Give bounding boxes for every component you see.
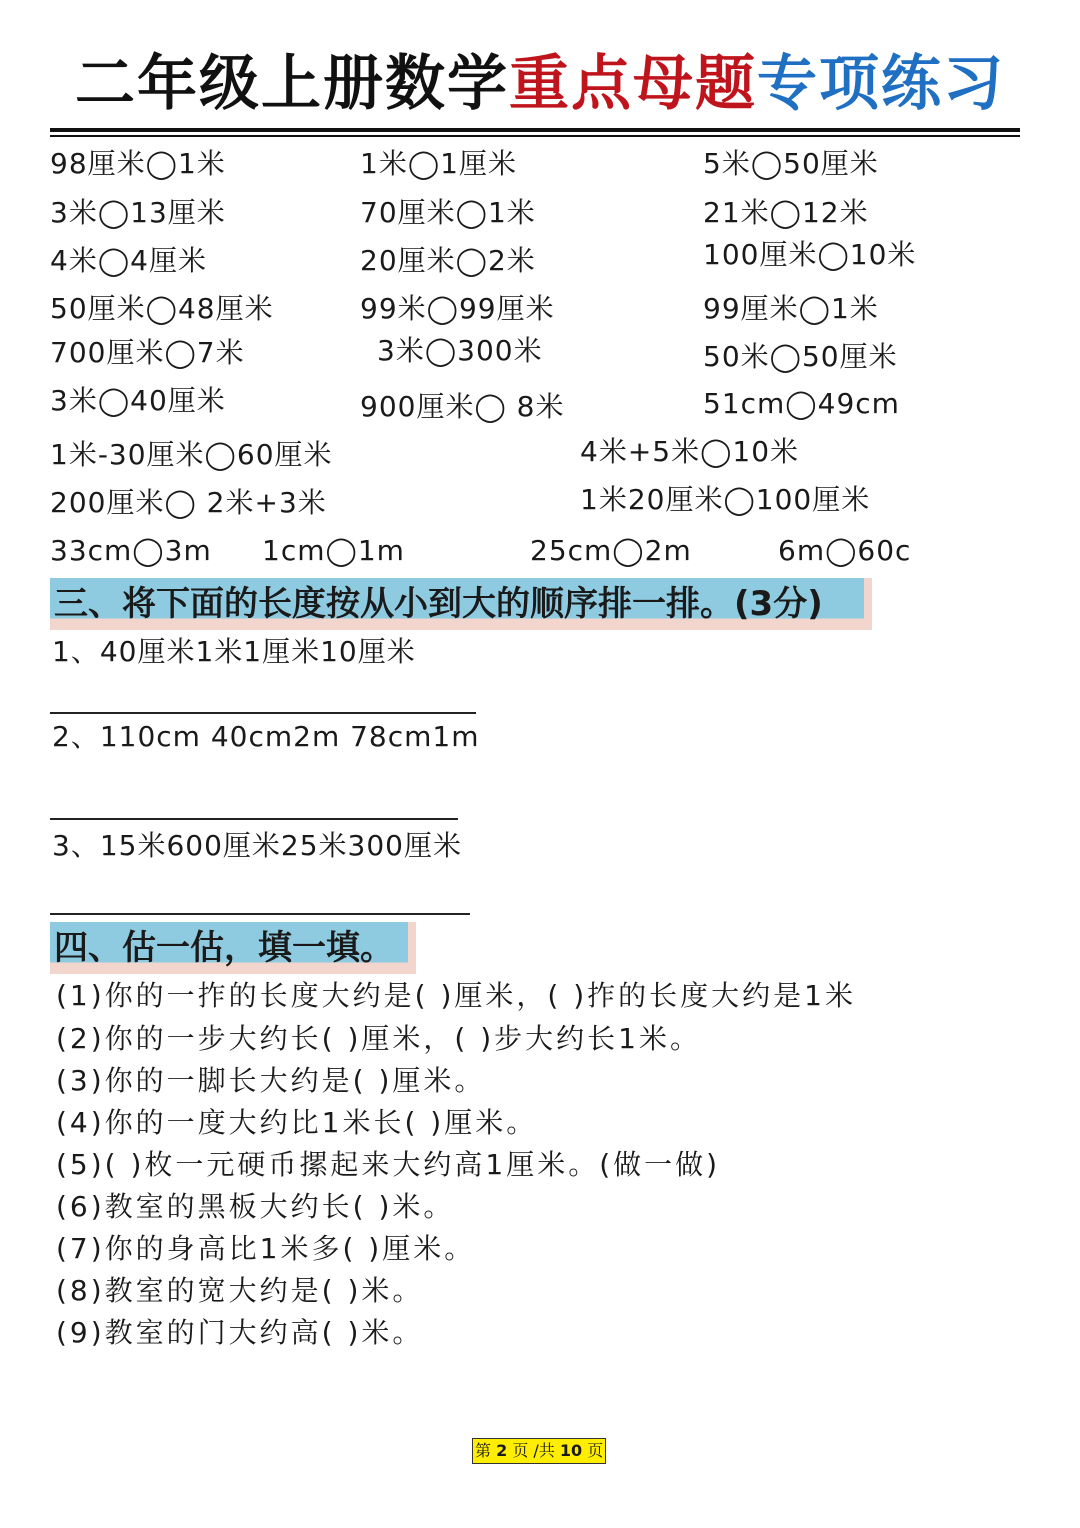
comparison-item: 4米◯4厘米 [50,244,207,277]
comparison-item: 5米◯50厘米 [703,147,879,180]
answer-line [50,913,470,915]
page-title [0,44,1080,124]
comparison-item: 51cm◯49cm [703,387,900,420]
section-4-heading: 四、估一估，填一填。 [50,922,416,974]
estimate-question: (3)你的一脚长大约是( )厘米。 [56,1064,486,1097]
comparison-item: 1米-30厘米◯60厘米 [50,438,333,471]
comparison-item: 98厘米◯1米 [50,147,226,180]
title-part-2: 重点母题 [509,49,757,119]
comparison-item: 70厘米◯1米 [360,196,536,229]
estimate-question: (9)教室的门大约高( )米。 [56,1316,424,1349]
answer-line [50,818,458,820]
title-part-1: 二年级上册数学 [75,49,509,119]
comparison-item: 25cm◯2m [530,534,692,567]
order-question: 1、40厘米1米1厘米10厘米 [52,635,416,668]
comparison-item: 3米◯300米 [377,334,543,367]
estimate-question: (8)教室的宽大约是( )米。 [56,1274,424,1307]
estimate-question: (6)教室的黑板大约长( )米。 [56,1190,455,1223]
order-question: 2、110cm 40cm2m 78cm1m [52,720,480,753]
comparison-item: 100厘米◯10米 [703,238,917,271]
estimate-question: (4)你的一度大约比1米长( )厘米。 [56,1106,538,1139]
comparison-item: 1cm◯1m [262,534,405,567]
comparison-item: 3米◯40厘米 [50,384,226,417]
page-total: 10 [559,1441,583,1460]
page-indicator [472,1438,606,1464]
estimate-question: (1)你的一拃的长度大约是( )厘米，( )拃的长度大约是1米 [56,979,856,1012]
comparison-item: 6m◯60c [778,534,912,567]
comparison-item: 900厘米◯ 8米 [360,390,565,423]
page-suffix: 页 [587,1441,604,1460]
comparison-item: 20厘米◯2米 [360,244,536,277]
estimate-question: (2)你的一步大约长( )厘米，( )步大约长1米。 [56,1022,701,1055]
comparison-item: 4米+5米◯10米 [580,435,800,468]
title-divider-thin [50,135,1020,137]
estimate-question: (5)( )枚一元硬币摞起来大约高1厘米。(做一做) [56,1148,721,1181]
section-3-heading: 三、将下面的长度按从小到大的顺序排一排。(3分) [50,578,872,630]
title-part-3: 专项练习 [757,49,1005,119]
comparison-item: 50米◯50厘米 [703,340,898,373]
comparison-item: 1米◯1厘米 [360,147,517,180]
order-question: 3、15米600厘米25米300厘米 [52,829,462,862]
page-number: 2 [496,1441,508,1460]
comparison-item: 700厘米◯7米 [50,336,245,369]
answer-line [50,712,476,714]
comparison-item: 200厘米◯ 2米+3米 [50,486,327,519]
comparison-item: 50厘米◯48厘米 [50,292,274,325]
page-separator: 页 /共 [512,1441,555,1460]
estimate-question: (7)你的身高比1米多( )厘米。 [56,1232,476,1265]
title-divider-thick [50,128,1020,132]
comparison-item: 21米◯12米 [703,196,869,229]
page-prefix: 第 [475,1441,492,1460]
comparison-item: 33cm◯3m [50,534,212,567]
comparison-item: 1米20厘米◯100厘米 [580,483,871,516]
comparison-item: 3米◯13厘米 [50,196,226,229]
comparison-item: 99米◯99厘米 [360,292,555,325]
comparison-item: 99厘米◯1米 [703,292,879,325]
